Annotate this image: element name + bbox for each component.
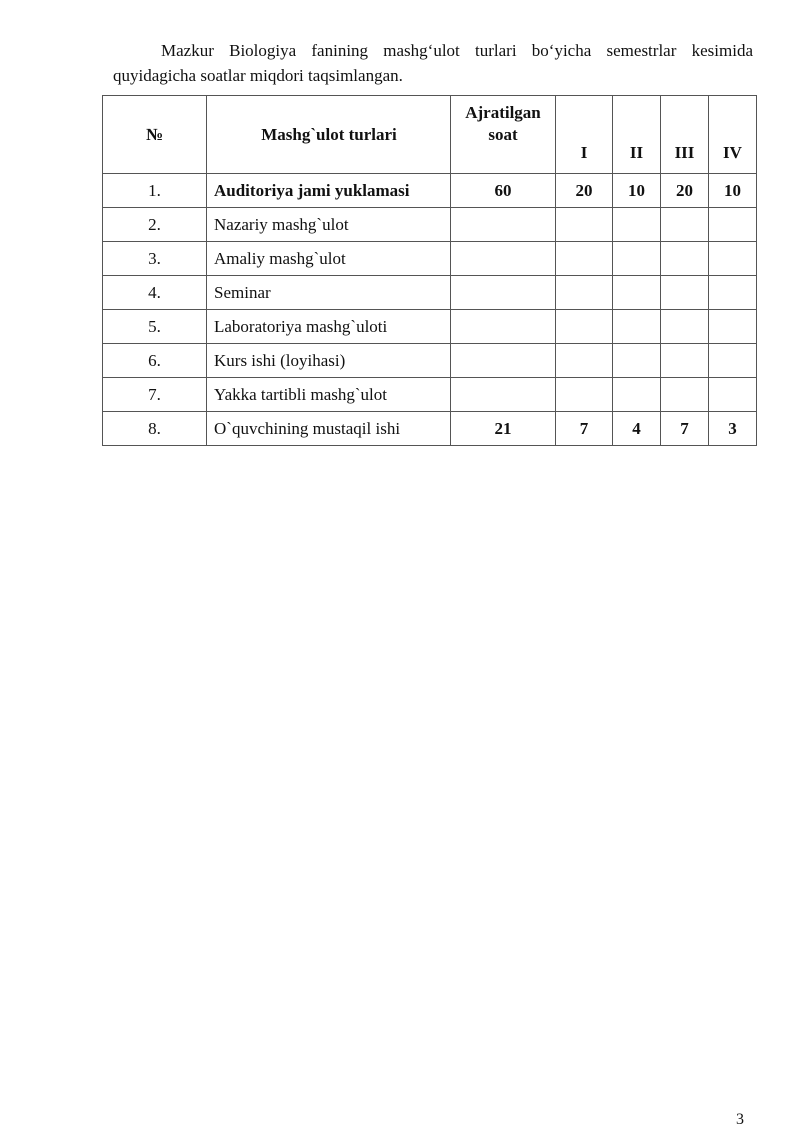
row-semester-2-cell bbox=[613, 242, 661, 276]
row-semester-1-cell: 7 bbox=[556, 412, 613, 446]
row-hours-cell bbox=[451, 310, 556, 344]
row-semester-1-cell: 20 bbox=[556, 174, 613, 208]
row-semester-3-cell bbox=[661, 378, 709, 412]
row-semester-1-cell bbox=[556, 310, 613, 344]
row-semester-3-cell bbox=[661, 242, 709, 276]
row-hours-cell bbox=[451, 378, 556, 412]
row-number-cell: 5. bbox=[103, 310, 207, 344]
row-semester-2-cell bbox=[613, 310, 661, 344]
row-semester-4-cell bbox=[709, 344, 757, 378]
row-semester-2-cell: 4 bbox=[613, 412, 661, 446]
table-row bbox=[103, 242, 757, 276]
intro-paragraph: Mazkur Biologiya fanining mashg‘ulot turlari bo‘yicha semestrlar kesimida quyidagicha soatlar miqdori taqsimlangan. bbox=[113, 41, 753, 85]
row-hours-cell bbox=[451, 276, 556, 310]
row-semester-2-cell bbox=[613, 378, 661, 412]
row-semester-1-cell bbox=[556, 344, 613, 378]
row-semester-3-cell bbox=[661, 276, 709, 310]
row-type-cell: Auditoriya jami yuklamasi bbox=[207, 174, 451, 208]
row-number-cell: 8. bbox=[103, 412, 207, 446]
page-number: 3 bbox=[736, 1111, 744, 1128]
row-hours-cell bbox=[451, 344, 556, 378]
row-hours-cell bbox=[451, 208, 556, 242]
row-semester-2-cell bbox=[613, 276, 661, 310]
table-body bbox=[103, 96, 757, 446]
row-semester-1-cell bbox=[556, 208, 613, 242]
row-hours-cell bbox=[451, 242, 556, 276]
table-header-row bbox=[103, 96, 757, 174]
row-semester-4-cell bbox=[709, 310, 757, 344]
row-number-cell: 2. bbox=[103, 208, 207, 242]
row-number-cell: 4. bbox=[103, 276, 207, 310]
table-row bbox=[103, 174, 757, 208]
row-semester-3-cell bbox=[661, 208, 709, 242]
row-semester-1-cell bbox=[556, 242, 613, 276]
table-row bbox=[103, 344, 757, 378]
row-type-cell: Amaliy mashg`ulot bbox=[207, 242, 451, 276]
row-hours-cell: 21 bbox=[451, 412, 556, 446]
row-semester-2-cell: 10 bbox=[613, 174, 661, 208]
header-training-types: Mashg`ulot turlari bbox=[207, 96, 451, 174]
header-semester-3: III bbox=[661, 96, 709, 174]
row-type-cell: Nazariy mashg`ulot bbox=[207, 208, 451, 242]
row-semester-3-cell bbox=[661, 344, 709, 378]
row-number-cell: 3. bbox=[103, 242, 207, 276]
row-semester-2-cell bbox=[613, 208, 661, 242]
header-allocated-hours: Ajratilgan soat bbox=[451, 96, 556, 174]
row-type-cell: O`quvchining mustaqil ishi bbox=[207, 412, 451, 446]
row-type-cell: Yakka tartibli mashg`ulot bbox=[207, 378, 451, 412]
header-semester-2: II bbox=[613, 96, 661, 174]
row-semester-4-cell bbox=[709, 276, 757, 310]
row-type-cell: Kurs ishi (loyihasi) bbox=[207, 344, 451, 378]
row-semester-4-cell bbox=[709, 208, 757, 242]
header-number: № bbox=[103, 96, 207, 174]
row-semester-4-cell: 3 bbox=[709, 412, 757, 446]
row-type-cell: Laboratoriya mashg`uloti bbox=[207, 310, 451, 344]
row-semester-1-cell bbox=[556, 378, 613, 412]
row-semester-4-cell: 10 bbox=[709, 174, 757, 208]
row-semester-3-cell bbox=[661, 310, 709, 344]
row-semester-3-cell: 20 bbox=[661, 174, 709, 208]
header-semester-1: I bbox=[556, 96, 613, 174]
row-number-cell: 1. bbox=[103, 174, 207, 208]
table-row bbox=[103, 412, 757, 446]
row-semester-1-cell bbox=[556, 276, 613, 310]
table-row bbox=[103, 378, 757, 412]
table-row bbox=[103, 310, 757, 344]
row-semester-4-cell bbox=[709, 378, 757, 412]
table-row bbox=[103, 208, 757, 242]
row-semester-4-cell bbox=[709, 242, 757, 276]
row-semester-3-cell: 7 bbox=[661, 412, 709, 446]
row-type-cell: Seminar bbox=[207, 276, 451, 310]
table-row bbox=[103, 276, 757, 310]
row-semester-2-cell bbox=[613, 344, 661, 378]
hours-distribution-table bbox=[102, 95, 757, 446]
header-semester-4: IV bbox=[709, 96, 757, 174]
row-hours-cell: 60 bbox=[451, 174, 556, 208]
row-number-cell: 7. bbox=[103, 378, 207, 412]
row-number-cell: 6. bbox=[103, 344, 207, 378]
